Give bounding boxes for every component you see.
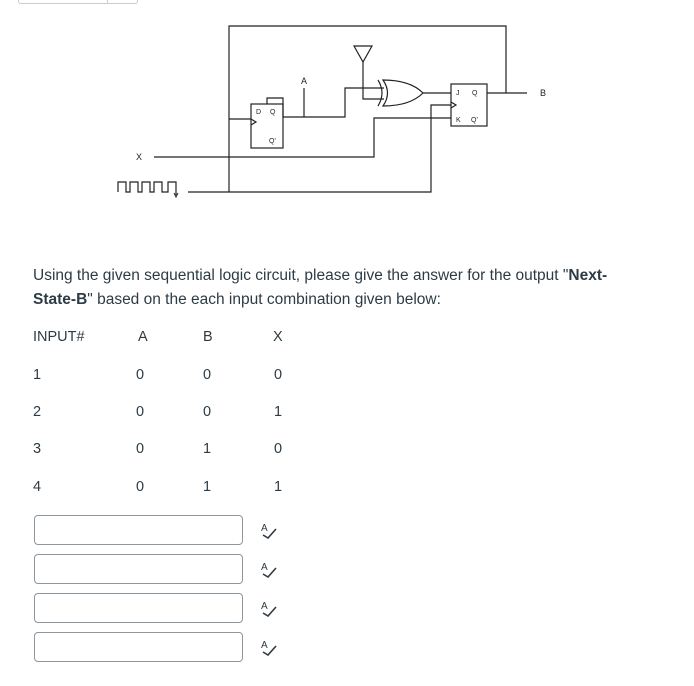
table-row-4-a: 0 <box>136 479 145 495</box>
table-row-1-b: 0 <box>203 367 212 383</box>
jk-ff-label-q: Q <box>472 90 478 97</box>
table-row-1-x: 0 <box>274 367 283 383</box>
table-row-4-input: 4 <box>33 479 42 495</box>
table-header-a: A <box>138 329 148 345</box>
table-header-b: B <box>203 329 213 345</box>
question-bold-term: Next-State-B <box>33 267 608 308</box>
question-text: Using the given sequential logic circuit, please give the answer for the output "Next-State-B" based on the each input combination given below: <box>33 267 608 308</box>
spellcheck-icon[interactable] <box>260 599 278 617</box>
wire-x-input <box>154 118 451 157</box>
table-row-2-a: 0 <box>136 404 145 420</box>
answer-input-4[interactable] <box>34 632 243 662</box>
label-x: X <box>136 152 143 162</box>
jk-ff-clock-triangle <box>451 102 456 108</box>
wire-q-feedback <box>267 88 384 117</box>
xor-gate-back-curve <box>378 80 382 106</box>
buffer-triangle <box>354 46 372 62</box>
table-row-2-b: 0 <box>203 404 212 420</box>
spellcheck-icon[interactable] <box>260 560 278 578</box>
table-row-1-input: 1 <box>33 367 42 383</box>
table-row-2-x: 1 <box>274 404 283 420</box>
spellcheck-icon[interactable] <box>260 638 278 656</box>
table-header-input: INPUT# <box>33 329 85 345</box>
xor-gate-body <box>383 80 423 106</box>
table-row-3-x: 0 <box>274 441 283 457</box>
svg-text:A: A <box>261 562 268 573</box>
table-row-2-input: 2 <box>33 404 42 420</box>
table-row-3-a: 0 <box>136 441 145 457</box>
table-row-4-b: 1 <box>203 479 212 495</box>
table-header-x: X <box>273 329 283 345</box>
svg-text:A: A <box>261 640 268 651</box>
table-row-3-b: 1 <box>203 441 212 457</box>
svg-text:A: A <box>261 601 268 612</box>
jk-ff-label-qbar: Q' <box>471 117 478 124</box>
d-ff-clock-triangle <box>251 119 256 125</box>
jk-ff-label-k: K <box>456 117 461 124</box>
table-row-4-x: 1 <box>274 479 283 495</box>
table-row-3-input: 3 <box>33 441 42 457</box>
clock-waveform-icon <box>118 182 176 195</box>
jk-ff-label-j: J <box>456 90 460 97</box>
sequential-circuit-diagram <box>0 0 694 210</box>
d-ff-label-qbar: Q' <box>269 138 276 145</box>
spellcheck-icon[interactable] <box>260 521 278 539</box>
label-b: B <box>540 88 547 98</box>
svg-text:A: A <box>261 523 268 534</box>
answer-input-2[interactable] <box>34 554 243 584</box>
answer-input-1[interactable] <box>34 515 243 545</box>
d-ff-label-d: D <box>256 109 262 116</box>
answer-input-3[interactable] <box>34 593 243 623</box>
label-a: A <box>301 76 308 86</box>
table-row-1-a: 0 <box>136 367 145 383</box>
d-ff-label-q: Q <box>270 109 276 116</box>
